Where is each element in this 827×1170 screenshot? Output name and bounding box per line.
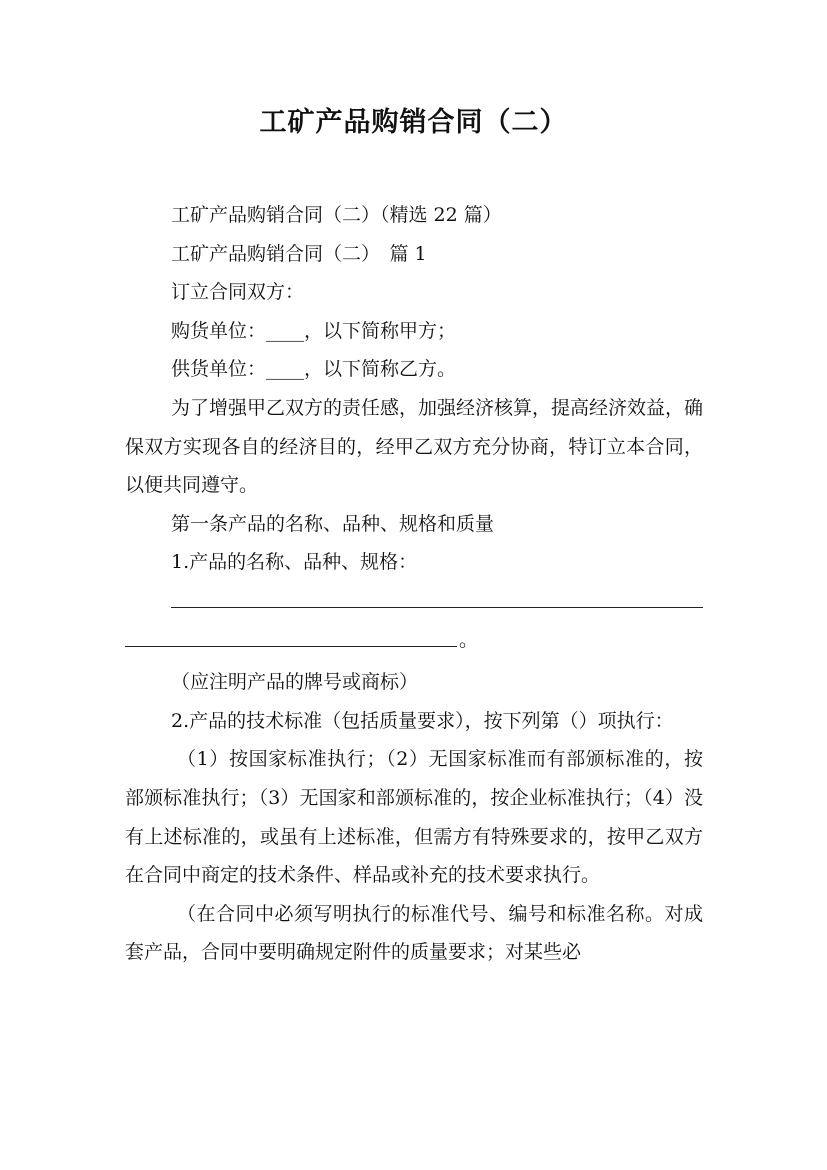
- paragraph-purpose: 为了增强甲乙双方的责任感，加强经济核算，提高经济效益，确保双方实现各自的经济目的，经甲乙双方充分协商，特订立本合同，以便共同遵守。: [125, 396, 704, 497]
- paragraph-technical-standard: 2.产品的技术标准（包括质量要求），按下列第（）项执行：: [171, 709, 674, 732]
- fill-in-line-end: [125, 621, 703, 660]
- paragraph-buyer: 购货单位：____，以下简称甲方；: [171, 319, 457, 342]
- paragraph-standard-note: （在合同中必须写明执行的标准代号、编号和标准名称。对成套产品，合同中要明确规定附件的质量要求；对某些必: [125, 902, 703, 964]
- underline-rule: [171, 607, 703, 608]
- underline-rule: [125, 646, 457, 647]
- line-tail-punctuation: 。: [459, 628, 479, 651]
- document-body: [125, 196, 703, 972]
- document-title: 工矿产品购销合同（二）: [259, 107, 568, 138]
- paragraph-article-one: 第一条产品的名称、品种、规格和质量: [171, 512, 495, 535]
- fill-in-line: [125, 582, 703, 621]
- paragraph-parties: 订立合同双方：: [171, 281, 305, 304]
- paragraph-product-spec: 1.产品的名称、品种、规格：: [171, 551, 418, 574]
- paragraph-standard-options: （1）按国家标准执行；（2）无国家标准而有部颁标准的，按部颁标准执行；（3）无国家和部颁标准的，按企业标准执行；（4）没有上述标准的，或虽有上述标准，但需方有特殊要求的，按甲乙双方在合同中商定的技术条件、样品或补充的技术要求执行。: [125, 748, 703, 887]
- paragraph-brand-note: （应注明产品的牌号或商标）: [171, 671, 419, 694]
- paragraph-section-heading: 工矿产品购销合同（二） 篇 1: [171, 242, 427, 265]
- paragraph-subtitle: 工矿产品购销合同（二）（精选 22 篇）: [171, 204, 502, 226]
- paragraph-supplier: 供货单位：____，以下简称乙方。: [171, 358, 457, 381]
